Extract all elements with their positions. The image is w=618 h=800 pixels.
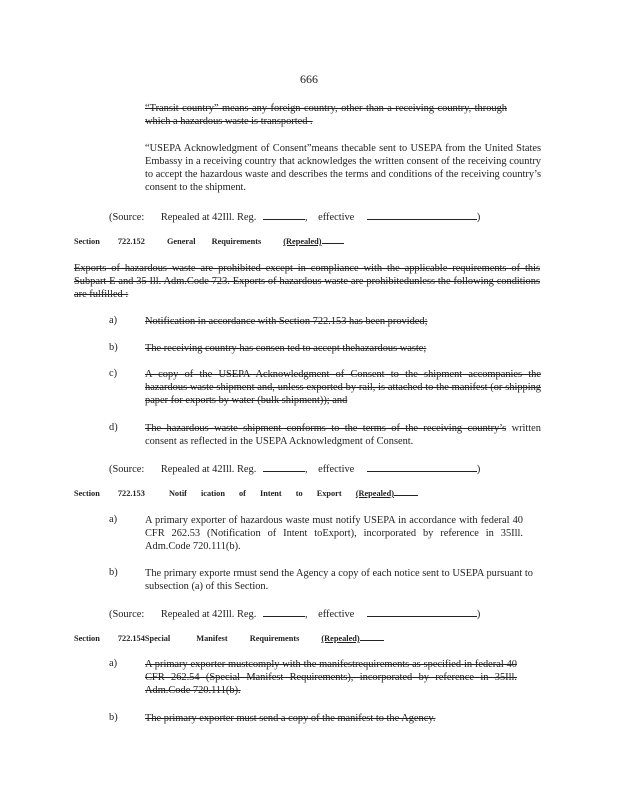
source-label: (Source: — [109, 212, 145, 223]
item-text: The primary exporte rmust send the Agency a copy of each notice sent to USEPA pursuant to subsection (a) of this Section. — [145, 568, 533, 592]
item-label: c) — [109, 368, 118, 379]
section-heading-722-153 — [74, 489, 418, 498]
item-label: a) — [109, 315, 118, 326]
source-note: (Source: Repealed at 42Ill. Reg. , effective ) — [109, 209, 480, 223]
item-text-struck: The hazardous waste shipment conforms to the terms of the receiving country’s — [145, 423, 507, 434]
item-label: d) — [109, 422, 118, 433]
section-title: General Requirements — [166, 237, 262, 246]
item-text: Notification in accordance with Section 722.153 has been provided; — [145, 316, 428, 327]
item-text-plain: written consent as reflected in the USEPA Acknowledgment of Consent. — [145, 423, 541, 447]
item-text: A primary exporter of hazardous waste must notify USEPA in accordance with federal 40 CFR 262.53 (Notification of Intent toExport), incorporated by reference in 35Ill. Adm.Code 720.111(b). — [145, 515, 523, 552]
section-number: 722.152 — [117, 237, 145, 246]
blank-line — [367, 606, 477, 617]
item-label: a) — [109, 514, 118, 525]
item-text — [145, 422, 541, 448]
section-heading-722-154 — [74, 634, 384, 643]
source-label: (Source: — [109, 464, 145, 475]
item-label: a) — [109, 658, 118, 669]
blank-line — [367, 209, 477, 220]
blank-line — [263, 606, 305, 617]
section-title: Manifest Requirements — [196, 634, 300, 643]
item-text: A copy of the USEPA Acknowledgment of Consent to the shipment accompanies the hazardous waste shipment and, unless exported by rail, is attached to the manifest (or shipping paper for exports by water (bulk shipment)); and — [145, 369, 541, 406]
item-text: A primary exporter mustcomply with the manifestrequirements as specified in federal 40 CFR 262.54 (Special Manifest Requirements), incorporated by reference in 35Ill. Adm.Code 720.111(b). — [145, 659, 517, 696]
underline — [394, 495, 418, 496]
usepa-acknowledgment-definition — [145, 142, 541, 194]
section-label: Section — [74, 489, 100, 498]
section-heading-722-152 — [74, 237, 344, 246]
blank-line — [263, 209, 305, 220]
underline — [322, 243, 344, 244]
usepa-definition-text: “USEPA Acknowledgment of Consent”means thecable sent to USEPA from the United States Embassy in a receiving country that acknowledges the written consent of the receiving country to accept the hazardous waste and describes the terms and conditions of the receiving country’s consent to the shipment. — [145, 143, 541, 193]
source-note: (Source: Repealed at 42Ill. Reg. , effective ) — [109, 461, 480, 475]
section-number: 722.153 — [117, 489, 145, 498]
source-text: Repealed at 42Ill. Reg. — [160, 212, 257, 223]
item-label: b) — [109, 712, 118, 723]
blank-line — [263, 461, 305, 472]
section-intro: Exports of hazardous waste are prohibited except in compliance with the applicable requirements of this Subpart E and 35 Ill. Adm.Code 723. Exports of hazardous waste are prohibitedunless the following conditions are fulfilled : — [74, 263, 540, 300]
source-effective: effective — [318, 464, 355, 475]
blank-line — [367, 461, 477, 472]
page-number: 666 — [300, 72, 318, 86]
section-label: Section — [74, 237, 100, 246]
source-effective: effective — [318, 212, 355, 223]
section-number: 722.154Special — [117, 634, 171, 643]
item-label: b) — [109, 342, 118, 353]
source-label: (Source: — [109, 609, 145, 620]
source-text: Repealed at 42Ill. Reg. — [160, 609, 257, 620]
transit-country-definition: “Transit country” means any foreign country, other than a receiving country, through which a hazardous waste is transported . — [145, 103, 507, 127]
section-status: (Repealed) — [283, 237, 322, 246]
item-text: The receiving country has consen ted to accept thehazardous waste; — [145, 343, 427, 354]
section-status: (Repealed) — [321, 634, 360, 643]
source-effective: effective — [318, 609, 355, 620]
underline — [360, 640, 384, 641]
item-label: b) — [109, 567, 118, 578]
section-status: (Repealed) — [355, 489, 394, 498]
source-note: (Source: Repealed at 42Ill. Reg. , effective ) — [109, 606, 480, 620]
section-title: Notif ication of Intent to Export — [168, 489, 342, 498]
section-label: Section — [74, 634, 100, 643]
source-text: Repealed at 42Ill. Reg. — [160, 464, 257, 475]
item-text: The primary exporter must send a copy of the manifest to the Agency. — [145, 713, 436, 724]
